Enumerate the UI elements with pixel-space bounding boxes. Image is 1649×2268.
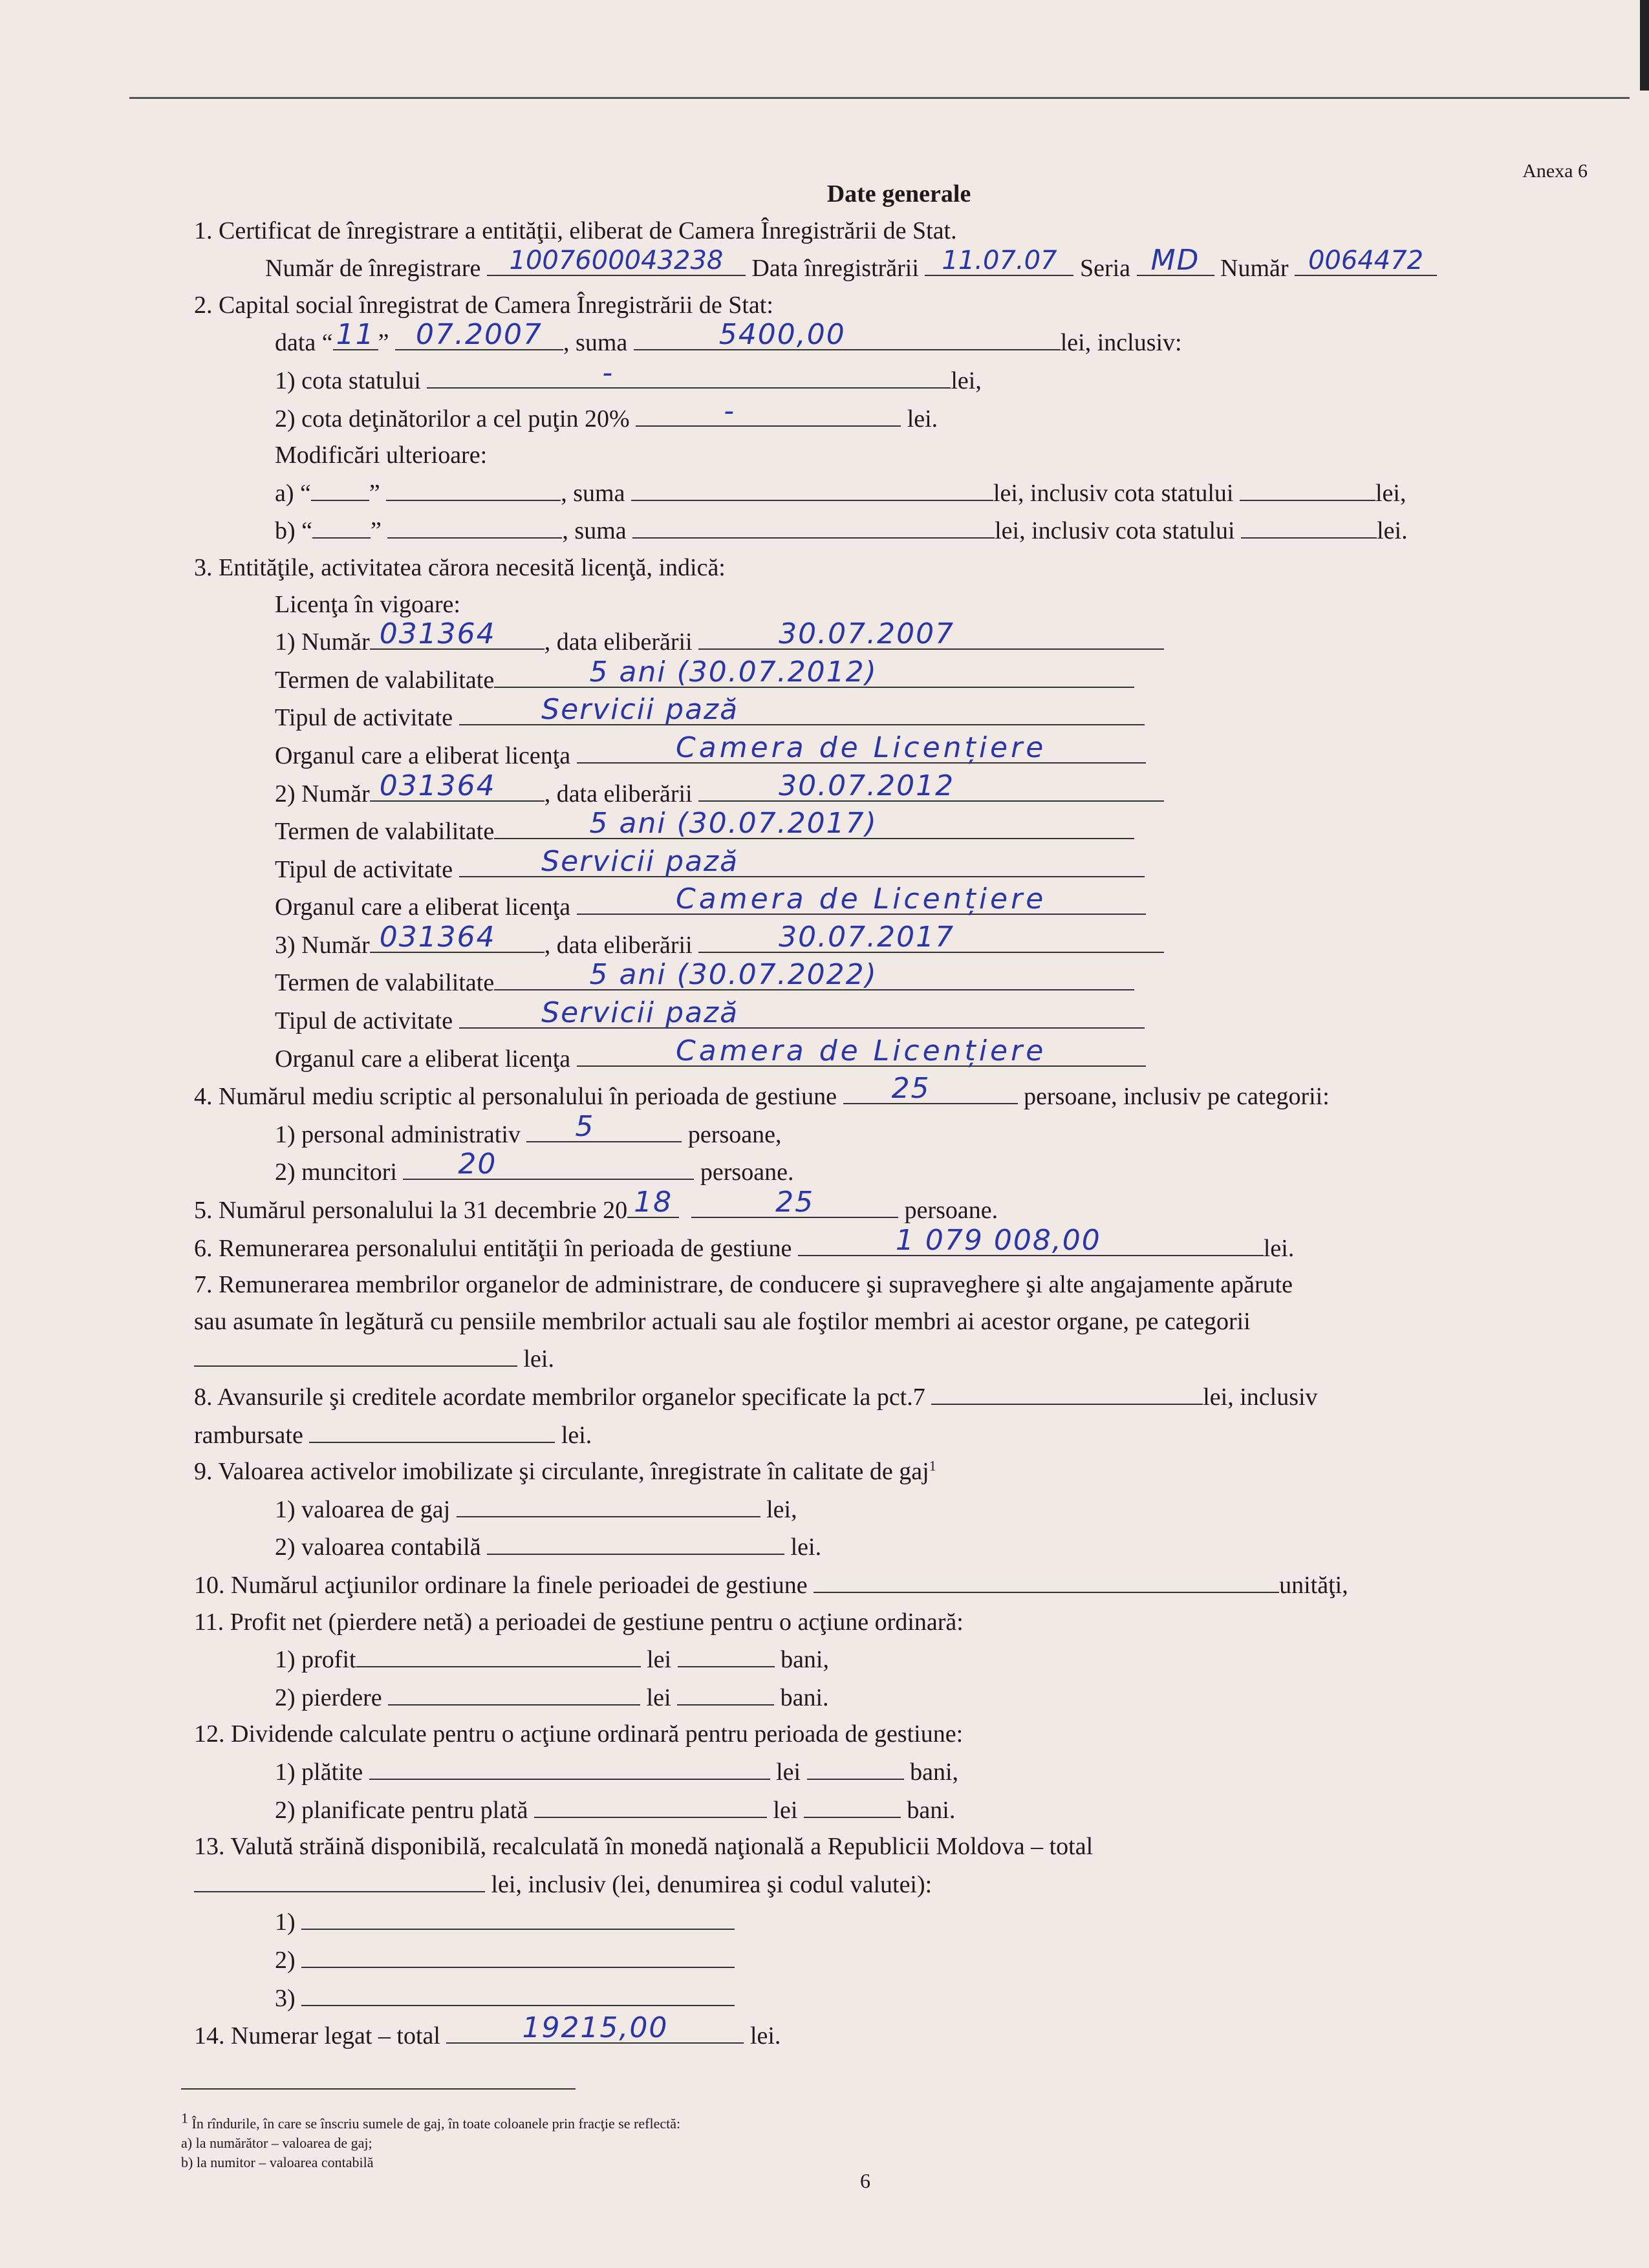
section-1-heading: 1. Certificat de înregistrare a entităţii, eliberat de Camera Înregistrării de Stat.	[194, 217, 957, 244]
license-issue-date-field[interactable]	[698, 769, 1164, 802]
currency-row	[194, 1979, 1526, 2017]
label: 1)	[275, 1909, 296, 1936]
label: 1) cota statului	[275, 367, 421, 394]
section-4-row	[194, 1072, 1526, 1115]
mod-b-state-field[interactable]	[1241, 511, 1377, 539]
value: 30.07.2007	[779, 617, 955, 651]
mod-a-day-field[interactable]	[311, 474, 369, 501]
label: , data eliberării	[544, 780, 693, 808]
license-activity-row	[194, 996, 1526, 1040]
label: rambursate	[194, 1421, 303, 1449]
footnote-line: În rîndurile, în care se înscriu sumele de gaj, în toate coloanele prin fracţie se reflectă:	[191, 2115, 681, 2132]
label: b) “	[275, 517, 313, 545]
footnote-separator	[181, 2088, 576, 2090]
label: unităţi,	[1279, 1571, 1348, 1599]
label: Seria	[1079, 255, 1131, 283]
page-title: Date generale	[826, 180, 971, 208]
registration-date-field[interactable]	[925, 246, 1073, 276]
label: bani,	[781, 1646, 829, 1674]
license-validity-row	[194, 958, 1526, 1001]
modification-b-row	[194, 511, 1526, 550]
book-value-row	[194, 1528, 1526, 1566]
label: bani,	[910, 1758, 959, 1786]
section-13-heading: 13. Valută străină disponibilă, recalculată în monedă naţională a Republicii Moldova – total	[194, 1833, 1094, 1861]
footnote	[181, 2110, 681, 2172]
label: , suma	[561, 479, 625, 507]
label: 2) cota deţinătorilor a cel puţin 20%	[275, 405, 630, 433]
advances-field[interactable]	[931, 1378, 1203, 1405]
year-field[interactable]	[627, 1186, 679, 1219]
value: 11.07.07	[942, 246, 1057, 276]
value: 1 079 008,00	[895, 1223, 1101, 1257]
holders-share-field[interactable]	[636, 394, 901, 427]
value: 30.07.2012	[779, 769, 955, 802]
license-activity-field[interactable]	[459, 693, 1145, 727]
license-number-field[interactable]	[370, 769, 544, 802]
profit-row	[194, 1640, 1526, 1678]
label: lei.	[1263, 1234, 1295, 1262]
section-8-line2	[194, 1416, 1526, 1454]
footnote-ref: 1	[929, 1457, 936, 1474]
avg-staff-field[interactable]	[843, 1072, 1018, 1106]
value: 30.07.2017	[779, 920, 955, 954]
planned-lei-field[interactable]	[534, 1791, 767, 1818]
series-field[interactable]	[1137, 244, 1214, 277]
label: lei, inclusiv	[1203, 1384, 1318, 1411]
footnote-line: b) la numitor – valoarea contabilă	[181, 2154, 374, 2170]
label: 2) planificate pentru plată	[275, 1796, 528, 1824]
annex-label: Anexa 6	[1522, 160, 1588, 182]
license-activity-field[interactable]	[459, 844, 1145, 878]
value: 5400,00	[718, 318, 846, 352]
label: bani.	[780, 1684, 829, 1711]
currency-2-field[interactable]	[301, 1941, 735, 1968]
label: persoane, inclusiv pe categorii:	[1024, 1083, 1330, 1111]
value: Camera de Licențiere	[676, 731, 1047, 764]
label: 2) pierdere	[275, 1684, 382, 1711]
label: Termen de valabilitate	[275, 969, 495, 997]
value: 031364	[379, 617, 496, 651]
label: Organul care a eliberat licenţa	[275, 893, 571, 921]
label: 1) personal administrativ	[275, 1120, 521, 1148]
label: Data înregistrării	[751, 255, 919, 283]
label: 3) Număr	[275, 931, 370, 959]
value: 19215,00	[522, 2011, 669, 2045]
paid-bani-field[interactable]	[807, 1753, 904, 1780]
shares-field[interactable]	[814, 1566, 1279, 1593]
label: lei.	[1377, 517, 1408, 545]
section-6-row	[194, 1223, 1526, 1267]
label: lei,	[1375, 479, 1406, 507]
section-7-line2: sau asumate în legătură cu pensiile membrilor actuali sau ale foştilor membri ai acestor organe, pe categorii	[194, 1307, 1251, 1335]
section-14-row	[194, 2011, 1526, 2055]
label: 1) plătite	[275, 1758, 363, 1786]
value: 031364	[379, 920, 496, 954]
license-issuer-row	[194, 731, 1526, 775]
label: bani.	[907, 1796, 956, 1824]
license-validity-row	[194, 655, 1526, 699]
value: 5 ani (30.07.2012)	[589, 655, 878, 689]
footnote-mark: 1	[181, 2110, 188, 2126]
value: Camera de Licențiere	[676, 1034, 1047, 1067]
registration-number-field[interactable]	[487, 246, 746, 276]
capital-row	[194, 318, 1526, 361]
admin-staff-field[interactable]	[526, 1109, 682, 1143]
value: 1007600043238	[509, 246, 724, 276]
label: 9. Valoarea activelor imobilizate şi circulante, înregistrate în calitate de gaj	[194, 1458, 929, 1486]
value: 5	[575, 1109, 595, 1143]
license-issuer-row	[194, 1034, 1526, 1078]
label: lei.	[790, 1534, 822, 1561]
value: Servicii pază	[541, 996, 739, 1030]
label: lei.	[523, 1345, 554, 1373]
modifications-label: Modificări ulterioare:	[275, 442, 488, 469]
section-7-line1: 7. Remunerarea membrilor organelor de administrare, de conducere şi supraveghere şi alte angajamente apărute	[194, 1271, 1293, 1299]
foreign-currency-total-field[interactable]	[194, 1865, 485, 1892]
paid-lei-field[interactable]	[369, 1753, 770, 1780]
license-issuer-field[interactable]	[577, 883, 1146, 916]
state-share-field[interactable]	[427, 356, 951, 389]
label: lei, inclusiv cota statului	[995, 517, 1235, 545]
currency-1-field[interactable]	[301, 1903, 735, 1930]
repaid-field[interactable]	[309, 1416, 555, 1443]
capital-amount-field[interactable]	[634, 318, 1061, 352]
certificate-number-field[interactable]	[1295, 246, 1437, 276]
mod-a-state-field[interactable]	[1240, 474, 1375, 501]
mod-b-day-field[interactable]	[312, 511, 371, 539]
label: Termen de valabilitate	[275, 666, 495, 694]
label: lei,	[951, 367, 982, 394]
value: Servicii pază	[541, 693, 739, 727]
section-5-heading: 5. Numărul personalului la 31 decembrie 20	[194, 1197, 628, 1225]
bound-cash-field[interactable]	[446, 2011, 744, 2045]
label: 3)	[275, 1984, 296, 2012]
label: lei.	[907, 405, 938, 433]
loss-lei-field[interactable]	[388, 1678, 640, 1706]
section-6-heading: 6. Remunerarea personalului entităţii în perioada de gestiune	[194, 1234, 792, 1262]
state-share-row	[194, 356, 1526, 400]
pledge-value-field[interactable]	[457, 1490, 760, 1517]
label: a) “	[275, 479, 311, 507]
value: 25	[775, 1186, 815, 1219]
admin-staff-row	[194, 1109, 1526, 1153]
label: persoane,	[687, 1120, 782, 1148]
license-activity-field[interactable]	[459, 996, 1145, 1030]
label: ”	[371, 517, 382, 545]
licenses-list	[194, 617, 1526, 1077]
label: lei	[647, 1646, 672, 1674]
label: lei.	[749, 2022, 781, 2050]
label: , suma	[562, 517, 627, 545]
capital-day-field[interactable]	[333, 318, 378, 352]
workers-field[interactable]	[403, 1148, 694, 1181]
modification-a-row	[194, 474, 1526, 512]
pledge-value-row	[194, 1490, 1526, 1528]
top-border	[129, 97, 1630, 99]
value: -	[724, 394, 736, 427]
section-7-line3	[194, 1340, 1526, 1378]
value: Servicii pază	[541, 844, 739, 878]
remuneration-field[interactable]	[798, 1223, 1264, 1257]
planned-row	[194, 1791, 1526, 1829]
label: , suma	[563, 329, 628, 357]
section-8-line1	[194, 1378, 1526, 1416]
general-data-form	[194, 176, 1526, 2055]
license-validity-field[interactable]	[494, 655, 1134, 689]
value: 031364	[379, 769, 496, 802]
holders-share-row	[194, 394, 1526, 438]
planned-bani-field[interactable]	[804, 1791, 901, 1818]
value: 5 ani (30.07.2022)	[589, 958, 878, 992]
label: lei	[646, 1684, 671, 1711]
currency-row	[194, 1941, 1526, 1979]
section-3-heading: 3. Entităţile, activitatea cărora necesită licenţă, indică:	[194, 553, 726, 581]
paid-row	[194, 1753, 1526, 1791]
page-number: 6	[860, 2169, 870, 2192]
value: 0064472	[1308, 246, 1424, 276]
license-in-force-label: Licenţa în vigoare:	[275, 590, 460, 618]
label: data “	[275, 329, 333, 357]
mod-b-date-field[interactable]	[387, 511, 562, 539]
currency-3-field[interactable]	[301, 1979, 735, 2006]
label: lei, inclusiv:	[1060, 329, 1182, 357]
label: Tipul de activitate	[275, 704, 453, 732]
value: 20	[458, 1148, 497, 1181]
license-number-field[interactable]	[370, 617, 544, 651]
section-2-heading: 2. Capital social înregistrat de Camera Înregistrării de Stat:	[194, 291, 773, 319]
label: 1) profit	[275, 1646, 356, 1674]
label: , data eliberării	[544, 931, 693, 959]
license-issuer-field[interactable]	[577, 731, 1146, 764]
label: lei.	[561, 1421, 592, 1449]
label: Tipul de activitate	[275, 1007, 453, 1035]
license-validity-field[interactable]	[494, 807, 1134, 840]
license-issue-date-field[interactable]	[698, 617, 1164, 651]
value: 25	[891, 1072, 931, 1106]
license-validity-row	[194, 807, 1526, 850]
label: 1) valoarea de gaj	[275, 1495, 451, 1523]
label: lei	[776, 1758, 801, 1786]
mod-a-date-field[interactable]	[386, 474, 561, 501]
label: lei, inclusiv cota statului	[993, 479, 1234, 507]
label: persoane.	[700, 1159, 794, 1186]
capital-month-year-field[interactable]	[395, 318, 563, 352]
label: Număr	[1220, 255, 1289, 283]
section-9-heading	[194, 1453, 1526, 1490]
label: Termen de valabilitate	[275, 818, 495, 846]
section-8-heading: 8. Avansurile şi creditele acordate membrilor organelor specificate la pct.7	[194, 1384, 925, 1411]
value: MD	[1150, 244, 1200, 277]
mod-b-amount-field[interactable]	[632, 511, 995, 539]
section-12-heading: 12. Dividende calculate pentru o acţiune ordinară pentru perioada de gestiune:	[194, 1720, 964, 1748]
section-5-row	[194, 1186, 1526, 1229]
label: Organul care a eliberat licenţa	[275, 742, 571, 769]
label: 2)	[275, 1946, 296, 1974]
label: persoane.	[904, 1197, 998, 1225]
value: 18	[634, 1186, 673, 1219]
license-number-field[interactable]	[370, 920, 544, 954]
profit-bani-field[interactable]	[678, 1640, 775, 1667]
label: 2) muncitori	[275, 1159, 397, 1186]
label: Organul care a eliberat licenţa	[275, 1045, 571, 1073]
label: lei, inclusiv (lei, denumirea şi codul valutei):	[491, 1870, 932, 1898]
section-4-heading: 4. Numărul mediu scriptic al personalului în perioada de gestiune	[194, 1083, 837, 1111]
mod-a-amount-field[interactable]	[631, 474, 993, 501]
label: lei,	[766, 1495, 797, 1523]
section-11-heading: 11. Profit net (pierdere netă) a perioadei de gestiune pentru o acţiune ordinară:	[194, 1608, 964, 1636]
profit-lei-field[interactable]	[356, 1640, 641, 1667]
license-number-row	[194, 617, 1526, 661]
value: 5 ani (30.07.2017)	[589, 807, 878, 840]
book-value-field[interactable]	[487, 1528, 784, 1555]
label: , data eliberării	[544, 628, 693, 656]
label: ”	[378, 329, 389, 357]
label: lei	[773, 1796, 798, 1824]
section-1-fields	[194, 244, 1526, 287]
license-validity-field[interactable]	[494, 958, 1134, 992]
staff-dec31-field[interactable]	[691, 1186, 898, 1219]
footnote-line: a) la numărător – valoarea de gaj;	[181, 2135, 372, 2151]
label: 10. Numărul acţiunilor ordinare la finele perioadei de gestiune	[194, 1571, 808, 1599]
management-remuneration-field[interactable]	[194, 1340, 517, 1367]
value: -	[602, 356, 614, 389]
license-issuer-field[interactable]	[577, 1034, 1146, 1067]
label: Număr de înregistrare	[265, 255, 481, 283]
value: Camera de Licențiere	[676, 883, 1047, 916]
label: ”	[369, 479, 380, 507]
scan-edge	[1640, 0, 1649, 91]
workers-row	[194, 1148, 1526, 1191]
loss-row	[194, 1678, 1526, 1717]
label: 1) Număr	[275, 628, 370, 656]
license-issue-date-field[interactable]	[698, 920, 1164, 954]
label: Tipul de activitate	[275, 855, 453, 883]
value: 11	[336, 318, 375, 352]
section-13-total-row	[194, 1865, 1526, 1903]
loss-bani-field[interactable]	[677, 1678, 774, 1706]
label: 2) Număr	[275, 780, 370, 808]
section-10-row	[194, 1566, 1526, 1604]
value: 07.2007	[416, 318, 543, 352]
currency-row	[194, 1903, 1526, 1941]
label: 14. Numerar legat – total	[194, 2022, 440, 2050]
label: 2) valoarea contabilă	[275, 1534, 481, 1561]
